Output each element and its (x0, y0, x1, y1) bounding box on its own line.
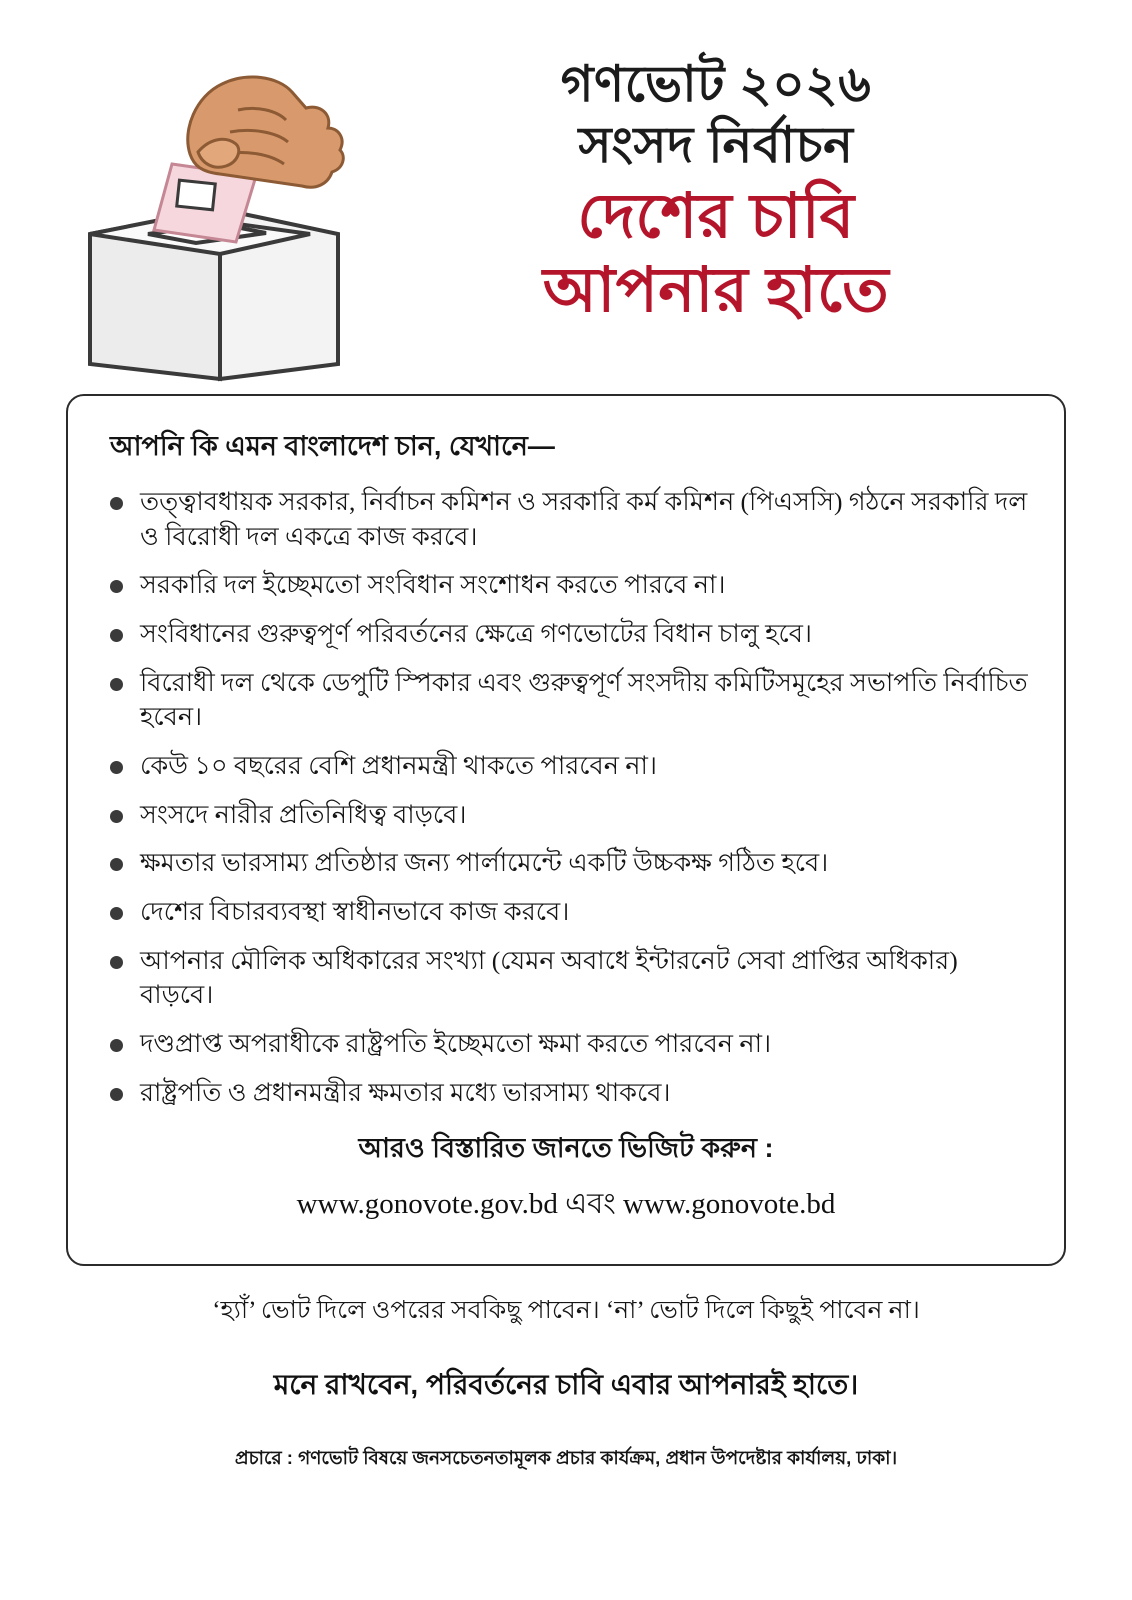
list-item: ক্ষমতার ভারসাম্য প্রতিষ্ঠার জন্য পার্লামেন্টে একটি উচ্চকক্ষ গঠিত হবে। (102, 846, 1030, 881)
list-item: সংসদে নারীর প্রতিনিধিত্ব বাড়বে। (102, 798, 1030, 833)
poster-header (0, 0, 1132, 380)
list-item: দেশের বিচারব্যবস্থা স্বাধীনভাবে কাজ করবে। (102, 895, 1030, 930)
poster-slogan-line-1: দেশের চাবি (577, 182, 855, 251)
footer-credit: প্রচারে : গণভোট বিষয়ে জনসচেতনতামূলক প্রচার কার্যক্রম, প্রধান উপদেষ্টার কার্যালয়, ঢাকা। (234, 1447, 898, 1468)
visit-prompt: আরও বিস্তারিত জানতে ভিজিট করুন : (358, 1133, 774, 1164)
list-item: তত্ত্বাবধায়ক সরকার, নির্বাচন কমিশন ও সরকারি কর্ম কমিশন (পিএসসি) গঠনে সরকারি দল ও বিরোধী দল একত্রে কাজ করবে। (102, 485, 1030, 554)
link-conjunction: এবং (565, 1188, 616, 1221)
website-links (102, 1181, 1030, 1230)
list-item: বিরোধী দল থেকে ডেপুটি স্পিকার এবং গুরুত্বপূর্ণ সংসদীয় কমিটিসমূহের সভাপতি নির্বাচিত হবেন। (102, 666, 1030, 735)
poster-slogan-line-2: আপনার হাতে (542, 256, 890, 326)
hand-casting-ballot-illustration (70, 34, 370, 384)
list-item: আপনার মৌলিক অধিকারের সংখ্যা (যেমন অবাধে ইন্টারনেট সেবা প্রাপ্তির অধিকার) বাড়বে। (102, 944, 1030, 1013)
poster-footer (0, 1290, 1132, 1475)
link-secondary-website[interactable]: www.gonovote.bd (623, 1188, 836, 1221)
list-item: রাষ্ট্রপতি ও প্রধানমন্ত্রীর ক্ষমতার মধ্যে ভারসাম্য থাকবে। (102, 1076, 1030, 1111)
list-item: দণ্ডপ্রাপ্ত অপরাধীকে রাষ্ট্রপতি ইচ্ছেমতো ক্ষমা করতে পারবেন না। (102, 1027, 1030, 1062)
list-item: সরকারি দল ইচ্ছেমতো সংবিধান সংশোধন করতে পারবে না। (102, 568, 1030, 603)
list-item: সংবিধানের গুরুত্বপূর্ণ পরিবর্তনের ক্ষেত্রে গণভোটের বিধান চালু হবে। (102, 617, 1030, 652)
ballot-illustration-svg (70, 34, 370, 384)
link-primary-website[interactable]: www.gonovote.gov.bd (296, 1188, 558, 1221)
poster-title-line-2: সংসদ নির্বাচন (578, 117, 854, 173)
footer-slogan: মনে রাখবেন, পরিবর্তনের চাবি এবার আপনারই হাতে। (273, 1369, 859, 1400)
points-panel (66, 394, 1066, 1266)
points-list (102, 485, 1030, 1110)
poster-title-line-1: গণভোট ২০২৬ (560, 56, 872, 112)
footer-note: ‘হ্যাঁ’ ভোট দিলে ওপরের সবকিছু পাবেন। ‘না’ ভোট দিলে কিছুই পাবেন না। (212, 1297, 920, 1324)
poster-title-block (370, 34, 1072, 329)
panel-heading: আপনি কি এমন বাংলাদেশ চান, যেখানে— (110, 431, 555, 461)
list-item: কেউ ১০ বছরের বেশি প্রধানমন্ত্রী থাকতে পারবেন না। (102, 749, 1030, 784)
